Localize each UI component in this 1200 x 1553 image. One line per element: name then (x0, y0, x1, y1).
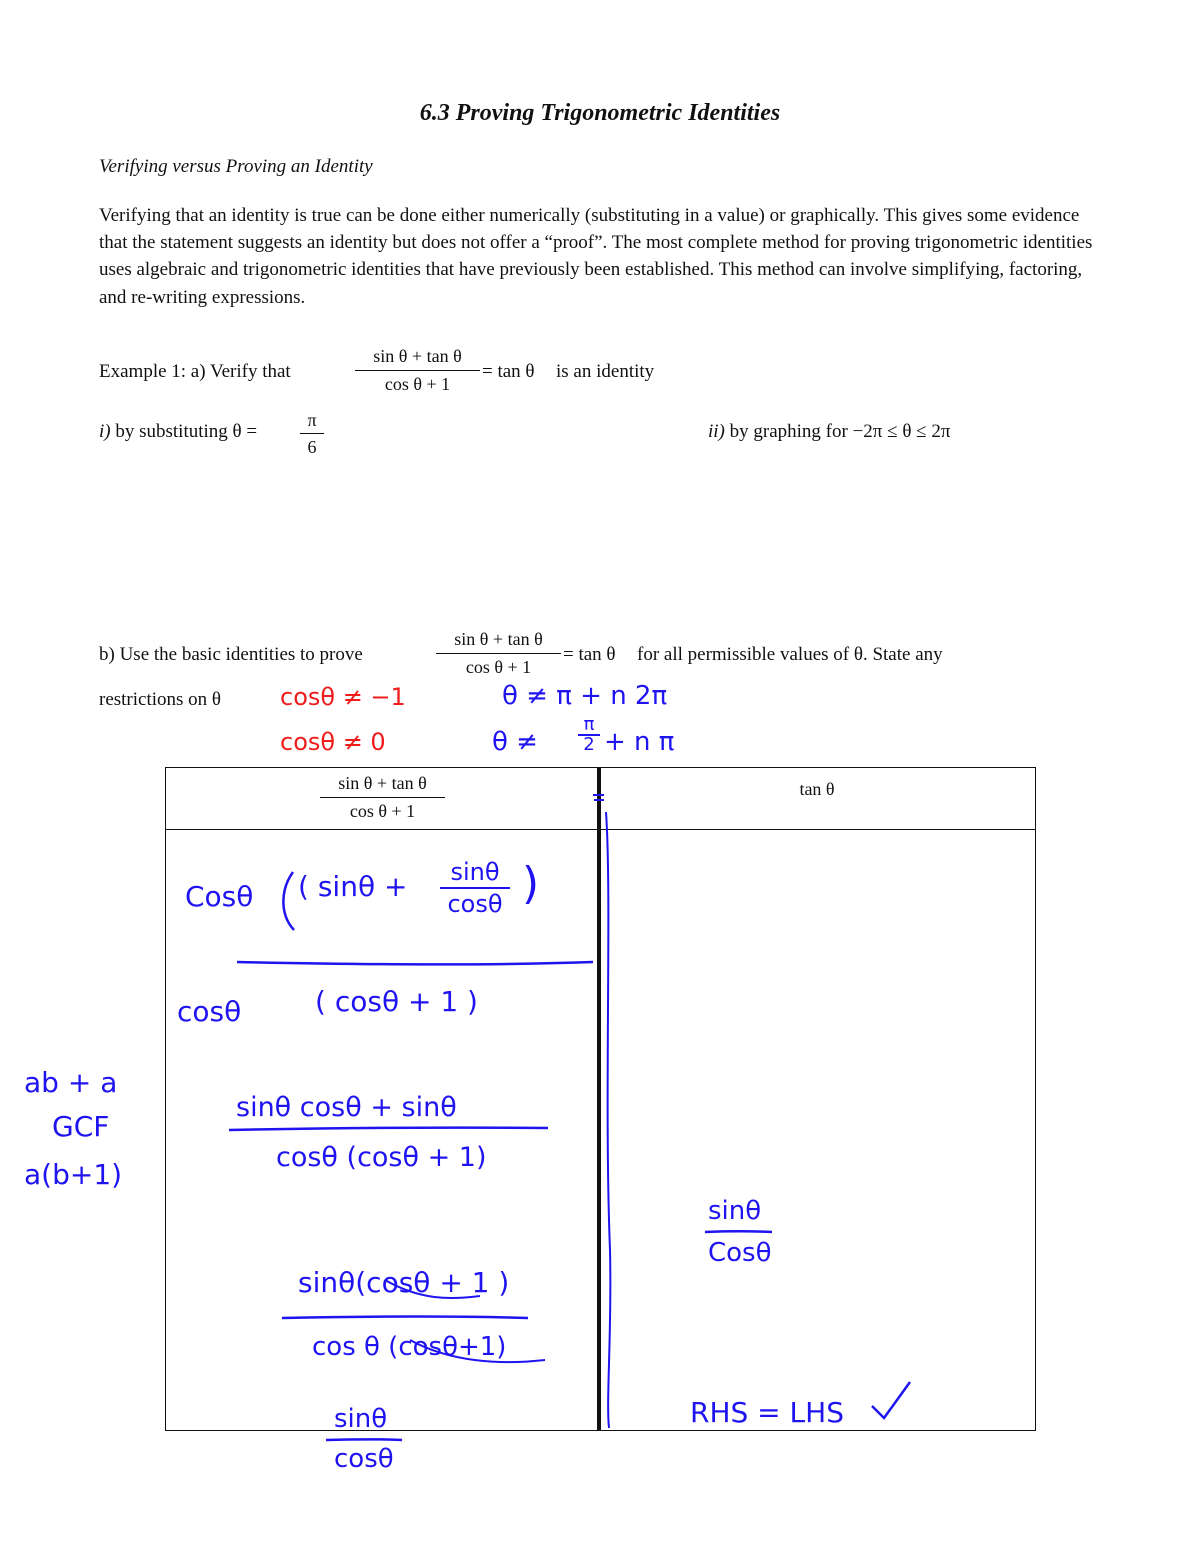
rhs-equals-lhs: RHS = LHS (690, 1396, 844, 1429)
pi-denominator: 6 (307, 437, 317, 457)
rhs-numerator: sinθ (708, 1196, 762, 1226)
restriction-cos-not-neg-one: cosθ ≠ −1 (280, 683, 406, 711)
section-subtitle: Verifying versus Proving an Identity (99, 156, 373, 177)
step2-cos: cosθ (177, 995, 242, 1028)
rhs-header: tan θ (799, 779, 835, 799)
part-i-text: by substituting θ = (115, 421, 258, 442)
lhs-denominator: cos θ + 1 (349, 801, 416, 821)
step5-numerator: sinθ (334, 1404, 388, 1434)
step1-inner-fraction (440, 857, 510, 919)
pi-over-2-den: 2 (583, 734, 595, 755)
part-i-label: i) (99, 421, 111, 442)
restriction-theta-pi: θ ≠ π + n 2π (502, 681, 668, 711)
restriction-cos-not-zero: cosθ ≠ 0 (280, 728, 386, 756)
margin-note-factored: a(b+1) (24, 1158, 123, 1191)
step1-fraction-bar (237, 962, 593, 964)
example-1b-prefix: b) Use the basic identities to prove (99, 644, 363, 665)
example-1a-prefix: Example 1: a) Verify that (99, 361, 291, 382)
identity-denominator: cos θ + 1 (465, 657, 532, 677)
example-1b-suffix: for all permissible values of θ. State any (637, 644, 943, 665)
step1-inner-den: cosθ (447, 890, 503, 918)
step1-close-paren: ) (522, 858, 540, 909)
pi-over-2-num: π (583, 714, 595, 735)
margin-note-ab-plus-a: ab + a (24, 1066, 118, 1099)
lhs-numerator: sin θ + tan θ (338, 773, 427, 793)
pi-numerator: π (307, 410, 317, 430)
step1-cos: Cosθ (185, 880, 254, 913)
example-1a-suffix: is an identity (556, 361, 655, 382)
plus-n-pi: + n π (604, 727, 675, 757)
step3-fraction-bar (229, 1128, 548, 1130)
step1-inner-num: sinθ (450, 858, 500, 886)
step4-fraction-bar (282, 1317, 528, 1319)
rhs-denominator: Cosθ (708, 1238, 772, 1268)
identity-numerator: sin θ + tan θ (373, 346, 462, 366)
step3-numerator: sinθ cosθ + sinθ (236, 1092, 457, 1123)
identity-rhs: = tan θ (482, 361, 535, 382)
page-title: 6.3 Proving Trigonometric Identities (419, 100, 781, 126)
step4-denominator: cos θ (cosθ+1) (312, 1332, 507, 1362)
part-ii-text: by graphing for −2π ≤ θ ≤ 2π (729, 421, 951, 442)
part-ii-label: ii) (708, 421, 725, 442)
intro-paragraph: Verifying that an identity is true can be done either numerically (substituting in a value) or graphically. This gives some evidence that the statement suggests an identity but does not offer a “proof”. The most complete method for proving trigonometric identities uses algebraic and trigonometric identities that have previously been established. This method can involve simplifying, factoring, and re-writing expressions. (99, 205, 1093, 308)
step3-denominator: cosθ (cosθ + 1) (276, 1142, 487, 1173)
rhs-fraction-bar (705, 1231, 772, 1232)
restrictions-label: restrictions on θ (99, 689, 222, 710)
left-paren-stroke (283, 872, 294, 930)
identity-denominator: cos θ + 1 (384, 374, 451, 394)
step5-denominator: cosθ (334, 1444, 394, 1474)
step4-numerator: sinθ(cosθ + 1 ) (298, 1266, 510, 1299)
checkmark-icon (872, 1382, 910, 1418)
theta-not-equal: θ ≠ (492, 727, 538, 757)
step5-fraction-bar (326, 1439, 402, 1440)
identity-numerator: sin θ + tan θ (454, 629, 543, 649)
step2-paren: ( cosθ + 1 ) (315, 985, 478, 1018)
identity-rhs-b: = tan θ (563, 644, 616, 665)
margin-note-gcf: GCF (52, 1110, 110, 1143)
step1-paren: ( sinθ + (298, 870, 408, 903)
divider-ink-stroke (606, 812, 610, 1428)
